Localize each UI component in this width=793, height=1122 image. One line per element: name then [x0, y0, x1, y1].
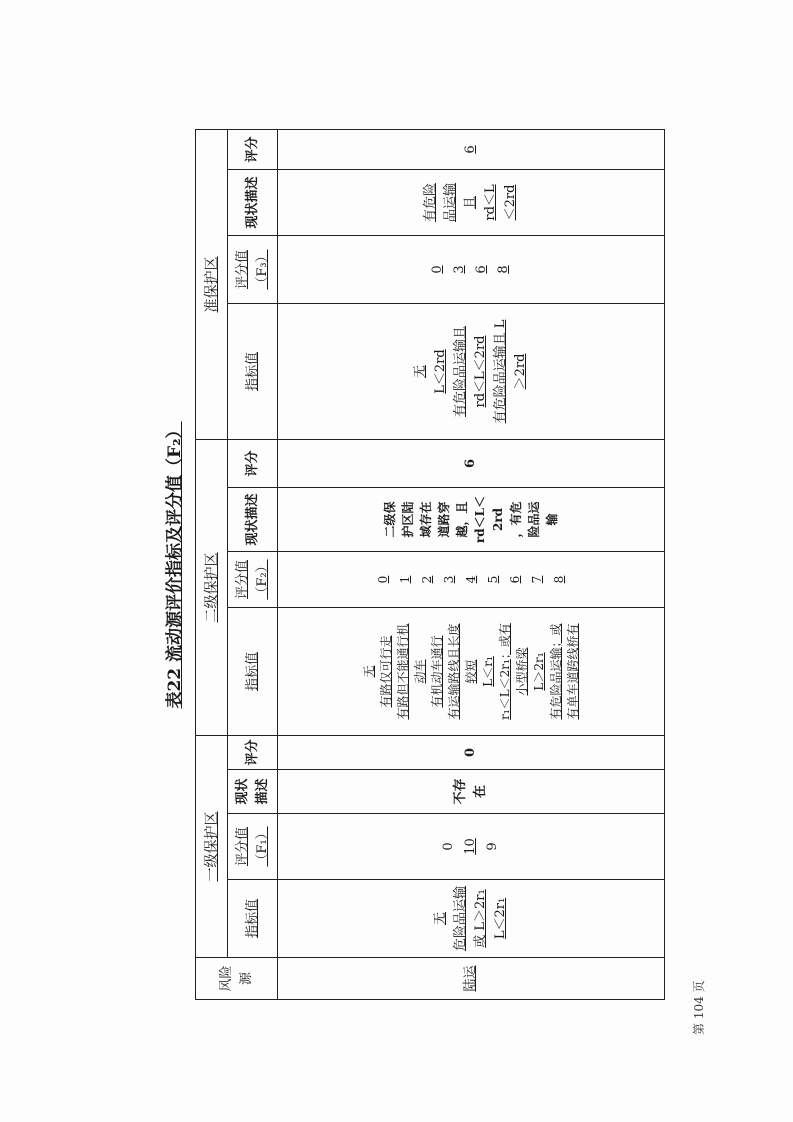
z3-indicator-item: 有危险品运输且: [453, 326, 468, 418]
header-z3-status: 现状描述: [228, 170, 278, 236]
z3-indicator-item: 有危险品运输且 L: [493, 319, 508, 424]
z2-indicator-item: 动车: [412, 659, 427, 684]
z2-status-line: 护区陆: [401, 501, 415, 538]
z2-score-item: 0: [376, 575, 390, 584]
z1-indicator-item: 危险品运输: [453, 886, 468, 952]
z3-indicator-item: 无: [413, 365, 428, 379]
cell-z3-status: [278, 170, 665, 236]
table-title: 表22 流动源评价指标及评分值（F₂）: [165, 421, 185, 709]
z1-indicator-item: 或 L＞2r₁: [473, 889, 488, 948]
header-z1-status: 现状描述: [228, 770, 278, 814]
header-z2-score: 评分值（F₂）: [228, 552, 278, 608]
z1-indicator-item: 无: [433, 912, 448, 926]
z2-score-item: 8: [552, 575, 566, 584]
z2-score-item: 5: [486, 575, 500, 584]
cell-z2-scores: [278, 552, 665, 608]
rotated-table-area: [155, 130, 665, 1000]
z1-score-item: 10: [463, 838, 478, 855]
z3-indicator-item: ＞2rd: [513, 353, 528, 390]
z2-indicator-item: 有路但不能通行机: [395, 623, 410, 720]
header-zone3: 准保护区: [196, 130, 228, 440]
header-z1-score: 评分值（F₁）: [228, 814, 278, 880]
z3-score-item: 3: [452, 265, 467, 274]
cell-z2-rating: 6: [278, 440, 665, 488]
header-risk-source: 风险源: [196, 958, 278, 1000]
z2-indicator-item: 有运输路线且长度: [446, 623, 461, 720]
z2-indicator-item: 较短: [463, 659, 478, 684]
z3-score-item: 0: [430, 265, 445, 274]
z2-score-item: 6: [508, 575, 522, 584]
header-z2-status: 现状描述: [228, 488, 278, 552]
z3-status-line: 且: [463, 196, 478, 210]
z2-score-item: 7: [530, 575, 544, 584]
z2-score-item: 1: [398, 575, 412, 584]
z3-status-line: rd＜L: [483, 184, 498, 221]
cell-z1-scores: [278, 814, 665, 880]
z2-status-line: 域存在: [419, 501, 433, 538]
z2-indicator-item: L＜r₁: [480, 656, 495, 687]
header-z3-score: 评分值（F₃）: [228, 236, 278, 304]
z3-status-line: ＜2rd: [503, 184, 518, 221]
cell-z3-rating: 6: [278, 130, 665, 170]
cell-z1-status: 不存在: [278, 770, 665, 814]
header-z3-rating: 评分: [228, 130, 278, 170]
cell-z2-indicators: [278, 608, 665, 736]
z2-indicator-item: r₁＜L＜2r₁；或有: [497, 623, 512, 720]
z2-status-line: ，有危: [509, 501, 523, 538]
header-zone1: 一级保护区: [196, 736, 228, 958]
z2-indicator-item: 有单车道跨线桥有: [565, 623, 580, 720]
z2-status-line: 输: [545, 513, 559, 526]
z1-score-item: 9: [485, 842, 500, 851]
cell-z1-indicators: [278, 880, 665, 958]
header-z3-indicator: 指标值: [228, 304, 278, 440]
evaluation-table: [195, 129, 665, 1000]
z2-status-line: 道路穿: [437, 501, 451, 538]
header-z1-indicator: 指标值: [228, 880, 278, 958]
z2-indicator-item: 有路仅可行走: [378, 635, 393, 708]
z3-indicator-item: L＜2rd: [433, 349, 448, 394]
cell-z3-indicators: [278, 304, 665, 440]
z1-indicator-item: L＜2r₁: [493, 897, 508, 940]
z2-indicator-item: 小型桥梁: [514, 647, 529, 696]
z2-indicator-item: 无: [361, 665, 376, 678]
z3-status-line: 有危险: [423, 183, 438, 223]
cell-z3-scores: [278, 236, 665, 304]
header-z2-rating: 评分: [228, 440, 278, 488]
cell-source: 陆运: [278, 958, 665, 1000]
z2-score-item: 4: [464, 575, 478, 584]
z2-indicator-item: 有机动车通行: [429, 635, 444, 708]
z3-score-item: 8: [496, 265, 511, 274]
page-number: 第 104 页: [692, 980, 706, 1035]
z2-status-line: 越，且: [455, 501, 469, 538]
z2-indicator-item: 有危险品运输；或: [548, 623, 563, 720]
z2-status-line: 二级保: [383, 501, 397, 538]
cell-z1-rating: 0: [278, 736, 665, 770]
z2-score-item: 3: [442, 575, 456, 584]
z2-status-line: 2rd: [491, 507, 505, 532]
z2-score-item: 2: [420, 575, 434, 584]
header-z2-indicator: 指标值: [228, 608, 278, 736]
z1-score-item: 0: [441, 842, 456, 851]
z2-status-line: 险品运: [527, 501, 541, 538]
z3-status-line: 品运输: [443, 183, 458, 223]
header-zone2: 二级保护区: [196, 440, 228, 736]
z2-indicator-item: L＞2r₁: [531, 652, 546, 691]
z2-status-line: rd＜L＜: [473, 495, 487, 544]
header-z1-rating: 评分: [228, 736, 278, 770]
cell-z2-status: [278, 488, 665, 552]
z3-score-item: 6: [474, 265, 489, 274]
z3-indicator-item: rd＜L＜2rd: [473, 335, 488, 408]
